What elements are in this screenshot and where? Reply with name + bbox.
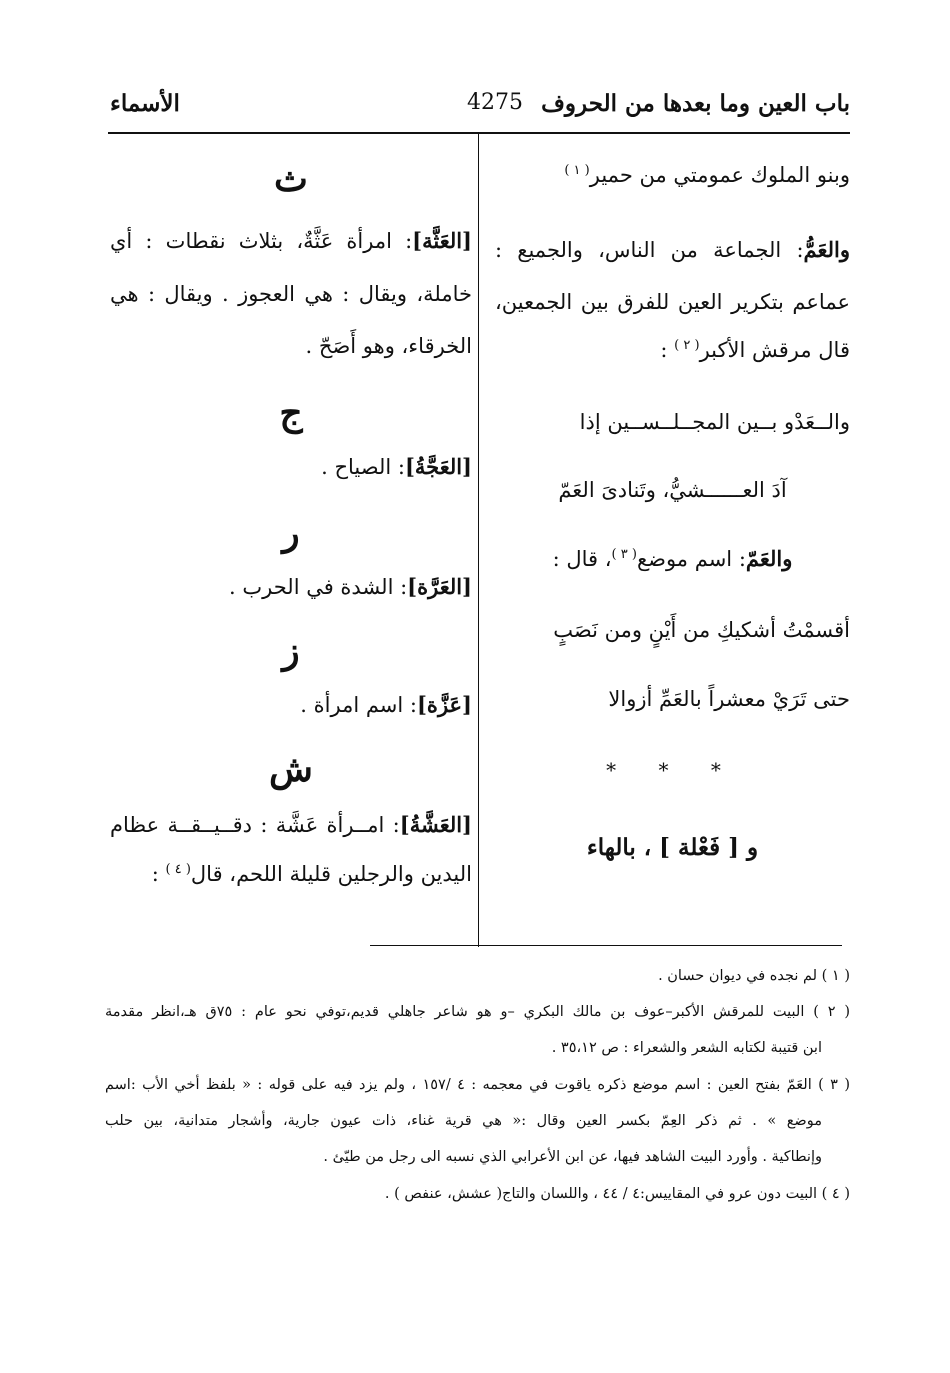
entry-line: [عَزَّة]: اسم امرأة . [300, 692, 472, 717]
running-header-chapter: باب العين وما بعدها من الحروف [541, 90, 850, 117]
letter-heading-ra: ر [282, 512, 300, 554]
footnote-ref[interactable]: ( ١ ) [564, 163, 590, 178]
entry-line: عماعم بتكرير العين للفرق بين الجمعين، [495, 290, 850, 314]
running-header-section: الأسماء [110, 90, 180, 117]
entry-headword: [العَشَّةُ] [399, 812, 472, 837]
header-rule [108, 132, 850, 134]
verse-line: وبنو الملوك عمومتي من حمير$^{( ١ )}$ [564, 163, 850, 187]
letter-heading-jim: ج [279, 392, 303, 434]
entry-line: خاملة، ويقال : هي العجوز . ويقال : هي [110, 282, 472, 306]
poem-verse: حتى تَرَيْ معشراً بالعَمِّ أزوالا [608, 687, 850, 711]
footnote-ref[interactable]: ( ٤ ) [165, 862, 191, 877]
entry-line: [العَشَّةُ]: امــرأة عَشَّة : دقــيــقــة عظام [110, 812, 472, 837]
column-divider [478, 134, 479, 947]
section-heading: و [ فَعْلة ] ، بالهاء [586, 834, 759, 861]
entry-headword: [العَجَّةُ] [404, 454, 472, 479]
letter-heading-tha: ث [274, 158, 308, 200]
entry-headword: والعَمّ [745, 546, 793, 571]
footnote-2-cont: ابن قتيبة لكتابه الشعر والشعراء : ص ٣٥،١٢ . [551, 1040, 822, 1056]
footnote-2: ( ٢ ) البيت للمرقش الأكبر–عوف بن مالك البكري –و هو شاعر جاهلي قديم،توفي نحو عام : ٧٥ق هـ،انظر مقدمة [105, 1004, 850, 1020]
footnote-3: ( ٣ ) العَمّ بفتح العين : اسم موضع ذكره ياقوت في معجمه : ٤ /١٥٧ ، ولم يزد فيه على قوله : « بلفظ أخي الأب :اسم [105, 1077, 850, 1093]
entry-line: اليدين والرجلين قليلة اللحم، قال$^{( ٤ )}$ : [151, 862, 472, 886]
footnote-ref[interactable]: ( ٢ ) [674, 338, 700, 353]
entry-headword: [العَثَّة] [412, 228, 472, 253]
entry-headword: والعَمُّ [803, 237, 850, 262]
footnote-rule [370, 945, 842, 946]
page-number: 4275 [467, 90, 523, 115]
entry-headword: [عَزَّة] [417, 692, 472, 717]
footnote-1: ( ١ ) لم نجده في ديوان حسان . [658, 968, 850, 984]
entry-line: والعَمُّ: الجماعة من الناس، والجميع : [495, 237, 850, 262]
footnote-ref[interactable]: ( ٣ ) [611, 547, 637, 562]
entry-line: [العَثَّة]: امرأة عَثَّةٌ، بثلاث نقطات : أي [110, 228, 472, 253]
entry-line: [العَرَّة]: الشدة في الحرب . [229, 574, 472, 599]
letter-heading-shin: ش [269, 748, 313, 790]
entry-line: والعَمّ: اسم موضع$^{( ٣ )}$، قال : [552, 546, 793, 571]
poem-verse: آدَ العــــــشيُّ، وتَنادىَ العَمّ [558, 478, 787, 502]
poem-verse: والــعَدْو بــين المجــلــســين إذا [579, 410, 850, 434]
letter-heading-zay: ز [282, 630, 300, 672]
separator-stars: * * * [606, 758, 739, 782]
entry-line: [العَجَّةُ]: الصياح . [321, 454, 472, 479]
poem-verse: أقسمْتُ أشكيكِ من أَيْنٍ ومن نَصَبٍ [553, 618, 850, 642]
entry-line: قال مرقش الأكبر$^{( ٢ )}$ : [660, 338, 850, 362]
footnote-3-cont: وإنطاكية . وأورد البيت الشاهد فيها، عن ابن الأعرابي الذي نسبه الى رجل من طيّئ . [323, 1149, 822, 1165]
footnote-4: ( ٤ ) البيت دون عرو في المقاييس:٤ / ٤٤ ، واللسان والتاج( عشش، عنفص ) . [384, 1186, 850, 1202]
entry-line: الخرقاء، وهو أَصَحّ . [305, 334, 472, 358]
entry-headword: [العَرَّة] [407, 574, 472, 599]
footnote-3-cont: موضع » . ثم ذكر العِمّ بكسر العين وقال :« هي قرية غناء، ذات عيون جارية، وأشجار متدانية، بين حلب [105, 1113, 822, 1129]
